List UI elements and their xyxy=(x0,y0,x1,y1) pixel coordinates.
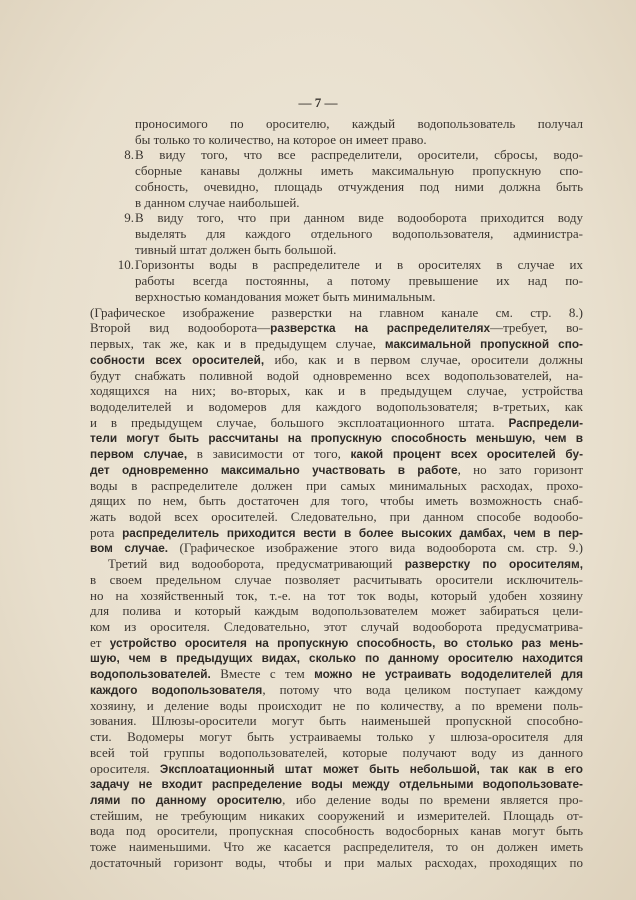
text-run: ходящихся на них; во-вторых, как и в предыдущем случае, устройства xyxy=(90,383,583,399)
text-run: работы всегда постоянны, а потому превышение их над по- xyxy=(135,273,583,289)
text-line xyxy=(90,682,583,698)
bold-text: дет одновременно максимально участвовать в работе xyxy=(90,462,458,477)
text-line xyxy=(90,368,583,384)
text-line xyxy=(90,808,583,824)
text-run: бы только то количество, на которое он имеет право. xyxy=(135,131,427,147)
text-run: сборные канавы должны иметь максимальную пропускную спо- xyxy=(135,163,583,179)
bold-text: разверстка на распределителях xyxy=(270,321,491,336)
text-run: в данном случае наибольшей. xyxy=(135,194,300,210)
text-run: тоже наименьшими. Что же касается распределителя, то он должен иметь xyxy=(90,839,583,855)
bold-text: водопользователей. xyxy=(90,667,211,682)
text-line xyxy=(135,257,583,273)
text-line xyxy=(90,839,583,855)
text-run: —требует, во- xyxy=(490,320,583,336)
text-line xyxy=(90,383,583,399)
text-run: дящих по нем, быть достаточен для того, чтобы иметь возможность снаб- xyxy=(90,493,583,509)
text-run: верхностью командования может быть минимальным. xyxy=(135,288,436,304)
text-line xyxy=(90,540,583,556)
text-line xyxy=(135,179,583,195)
text-run: зования. Шлюзы-оросители могут быть наименьшей пропускной способно- xyxy=(90,713,583,729)
text-line xyxy=(90,729,583,745)
text-run: ибо, как и в первом случае, оросители должны xyxy=(264,351,583,367)
text-line xyxy=(135,273,583,289)
text-run: выделять для каждого отдельного водопользователя, администра- xyxy=(135,226,583,242)
text-line xyxy=(90,588,583,604)
text-run: для полива и который каждым водопользователем может забираться цели- xyxy=(90,603,583,619)
text-run: будут снабжать поливной водой одновременно всех водопользователей, на- xyxy=(90,367,583,383)
text-run: в зависимости от того, xyxy=(187,446,351,462)
list-number: 10. xyxy=(117,257,134,273)
bold-text: задачу не входит распределение воды между отдельными водопользовате- xyxy=(90,777,583,792)
text-run: ет xyxy=(90,634,110,650)
text-line xyxy=(90,446,583,462)
text-line xyxy=(90,713,583,729)
text-run: но на хозяйственный ток, т.-е. на тот ток воды, который удобен хозяину xyxy=(90,587,583,603)
text-line xyxy=(90,698,583,714)
text-run: сти. Водомеры могут быть устраиваемы только у шлюза-оросителя для xyxy=(90,729,583,745)
text-run: ком из оросителя. Следовательно, этот случай водооборота предусматрива- xyxy=(90,619,583,635)
text-line xyxy=(135,163,583,179)
text-line xyxy=(90,855,583,871)
text-line xyxy=(90,399,583,415)
text-line xyxy=(135,226,583,242)
text-run: , но зато горизонт xyxy=(457,461,583,477)
page-number: — 7 — xyxy=(298,95,338,110)
list-number: 9. xyxy=(124,210,134,226)
text-line xyxy=(135,132,583,148)
bold-text: собности всех оросителей, xyxy=(90,352,265,367)
text-line xyxy=(90,776,583,792)
text-line xyxy=(135,195,583,211)
bold-text: Распредели- xyxy=(508,415,583,430)
text-line xyxy=(90,619,583,635)
bold-text: распределитель приходится вести в более высоких дамбах, чем в пер- xyxy=(122,525,583,540)
text-run: В виду того, что все распределители, оросители, сбросы, водо- xyxy=(135,147,583,163)
text-run: рота xyxy=(90,524,123,540)
bold-text: устройство оросителя на пропускную способность, во столько раз мень- xyxy=(109,635,583,650)
bold-text: максимальной пропускной спо- xyxy=(384,337,583,352)
text-run: , ибо деление воды по времени является про- xyxy=(282,791,583,807)
text-line xyxy=(90,493,583,509)
text-line xyxy=(90,320,583,336)
text-line xyxy=(135,116,583,132)
text-line xyxy=(90,603,583,619)
list-number: 8. xyxy=(124,147,134,163)
text-run: (Графическое изображение этого вида водооборота см. стр. 9.) xyxy=(168,540,583,556)
text-line xyxy=(90,572,583,588)
text-line xyxy=(90,635,583,651)
text-run: Горизонты воды в распределителе и в оросителях в случае их xyxy=(135,257,583,273)
text-run: , потому что вода целиком поступает каждому xyxy=(262,681,583,697)
text-line xyxy=(135,289,583,305)
text-run: всей той группы водопользователей, которые получают воду из данного xyxy=(90,744,583,760)
text-run: Второй вид водооборота— xyxy=(90,320,271,336)
text-run: тивный штат должен быть большой. xyxy=(135,241,337,257)
text-line xyxy=(90,823,583,839)
bold-text: лями по данному оросителю xyxy=(90,792,283,807)
text-run: вода под оросители, пропускная способность водосборных канав могут быть xyxy=(90,823,583,839)
text-line xyxy=(90,761,583,777)
text-line xyxy=(90,305,583,321)
text-line xyxy=(108,556,583,572)
text-run: Третий вид водооборота, предусматривающий xyxy=(108,556,405,572)
bold-text: какой процент всех оросителей бу- xyxy=(350,447,583,462)
text-line xyxy=(135,147,583,163)
text-run: вододелителей и водомеров для каждого водопользователя; в-третьих, как xyxy=(90,398,583,414)
text-run: достаточный горизонт воды, чтобы и при малых расходах, проходящих по xyxy=(90,854,583,870)
bold-text: вом случае. xyxy=(90,541,169,556)
bold-text: можно не устраивать вододелителей для xyxy=(314,667,583,682)
text-line xyxy=(90,478,583,494)
text-run: Вместе с тем xyxy=(210,666,315,682)
text-run: стейшим, не требующим никаких сооружений и измерителей. Площадь от- xyxy=(90,807,583,823)
text-run: воды в распределителе должен при самых минимальных расходах, прохо- xyxy=(90,477,583,493)
text-run: и в предыдущем случае, большого эксплоатационного штата. xyxy=(90,414,509,430)
bold-text: Эксплоатационный штат может быть небольшой, так как в его xyxy=(159,761,583,776)
text-run: первых, так же, как и в предыдущем случае, xyxy=(90,336,385,352)
text-line xyxy=(90,336,583,352)
text-run: жать водой всех оросителей. Следовательно, при данном способе водообо- xyxy=(90,509,583,524)
text-line xyxy=(90,509,583,525)
text-line xyxy=(90,745,583,761)
text-line xyxy=(90,430,583,446)
bold-text: разверстку по оросителям, xyxy=(404,557,583,572)
text-line xyxy=(90,525,583,541)
text-line xyxy=(90,352,583,368)
bold-text: тели могут быть рассчитаны на пропускную способность меньшую, чем в xyxy=(90,431,583,446)
text-run: в своем предельном случае позволяет расчитывать оросители исключитель- xyxy=(90,571,583,587)
bold-text: первом случае, xyxy=(90,447,188,462)
text-line xyxy=(90,792,583,808)
bold-text: шую, чем в предыдущих видах, сколько по данному оросителю находится xyxy=(90,651,583,666)
text-run: (Графическое изображение разверстки на главном канале см. стр. 8.) xyxy=(90,304,583,320)
text-line xyxy=(90,462,583,478)
text-run: оросителя. xyxy=(90,760,160,776)
text-run: хозяину, и деление воды происходит не по количеству, а по времени поль- xyxy=(90,697,583,713)
text-run: В виду того, что при данном виде водооборота приходится воду xyxy=(135,210,583,226)
text-line xyxy=(90,666,583,682)
bold-text: каждого водопользователя xyxy=(90,682,263,697)
text-line xyxy=(90,415,583,431)
text-line xyxy=(135,210,583,226)
text-line xyxy=(90,650,583,666)
text-line xyxy=(135,242,583,258)
text-run: проносимого по оросителю, каждый водопользователь получал xyxy=(135,116,583,131)
text-run: собность, очевидно, площадь отчуждения под ними должна быть xyxy=(135,178,583,194)
